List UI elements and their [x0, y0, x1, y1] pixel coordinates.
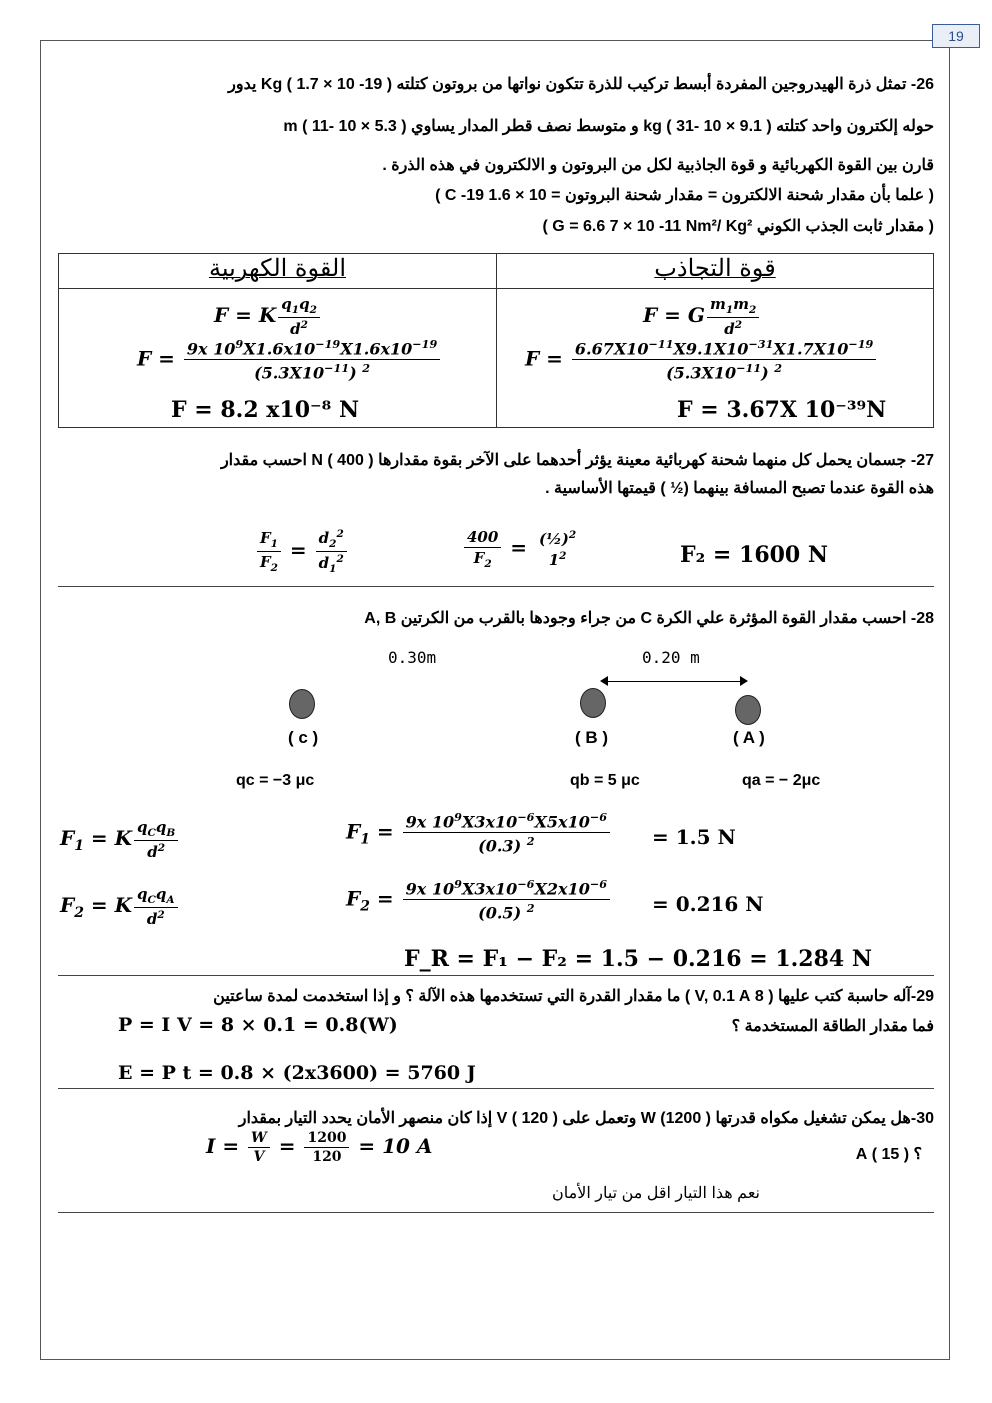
page-number: 19: [932, 24, 980, 48]
distance-ba: 0.20 m: [642, 648, 700, 667]
charge-b: qb = 5 μc: [570, 772, 640, 789]
comparison-table: [58, 253, 934, 428]
gravity-force-header: قوة التجاذب: [497, 254, 934, 289]
f1-result: = 1.5 N: [652, 825, 736, 849]
newton-gravity-formula: F = G $\frac{m_1m_2}{d^2}$: [643, 295, 761, 338]
sphere-a: [735, 695, 761, 725]
q29-line2: فما مقدار الطاقة المستخدمة ؟: [731, 1018, 934, 1035]
label-c: ( c ): [288, 728, 319, 747]
divider: [58, 975, 934, 976]
divider: [58, 1212, 934, 1213]
distance-arrow: [602, 681, 746, 682]
arrow-left-icon: [600, 676, 608, 686]
q27-substitution: $\frac{400}{F_2}$ = (½)$^2$ $1^2$: [462, 528, 581, 570]
q27-ratio-formula: $\frac{F_1}{F_2}$ = $\frac{d_2^2}{d_1^2}$: [255, 528, 349, 575]
f2-result: = 0.216 N: [652, 892, 764, 916]
q26-line1: 26- تمثل ذرة الهيدروجين المفردة أبسط تركيب للذرة تتكون نواتها من بروتون كتلته Kg ( 1.7 × 10 ‎-19 ) يدور: [228, 76, 934, 93]
electric-force-header: القوة الكهربية: [59, 254, 497, 289]
charge-c: qc = −3 μc: [236, 772, 315, 789]
f1-substitution: $F_1$ = $\frac{9x 10^9X3x10^{-6}X5x10^{-6}}{(0.3) ^2}$: [346, 810, 612, 856]
f2-formula: $F_2 = K$ $\frac{q_Cq_A}{d^2}$: [60, 885, 180, 928]
resultant-force: F_R = F₁ − F₂ = 1.5 − 0.216 = 1.284 N: [404, 946, 872, 972]
energy-equation: E = P t = 0.8 × (2x3600) = 5760 J: [118, 1062, 476, 1084]
f2-substitution: $F_2$ = $\frac{9x 10^9X3x10^{-6}X2x10^{-6}}{(0.5) ^2}$: [346, 877, 612, 923]
q30-line1: 30-هل يمكن تشغيل مكواه قدرتها W (1200 ) وتعمل على V ( 120 ) إذا كان منصهر الأمان يحدد التيار بمقدار: [238, 1110, 934, 1127]
q28-line1: 28- احسب مقدار القوة المؤثرة علي الكرة C من جراء وجودها بالقرب من الكرتين A, B: [364, 610, 934, 627]
f1-formula: $F_1 = K$ $\frac{q_Cq_B}{d^2}$: [60, 818, 180, 861]
coulomb-formula: F = K $\frac{q_1q_2}{d^2}$: [214, 295, 322, 338]
label-b: ( B ): [575, 728, 609, 747]
q29-line1: 29-آله حاسبة كتب عليها ( 8 V, 0.1 A ) ما مقدار القدرة التي تستخدمها هذه الآلة ؟ و إذا استخدمت لمدة ساعتين: [213, 988, 934, 1005]
distance-cb: 0.30m: [388, 648, 437, 667]
power-equation: P = I V = 8 × 0.1 = 0.8(W): [118, 1014, 398, 1036]
coulomb-substitution: F = $\frac{9x 10^9X1.6x10^{-19}X1.6x10^{-19}}{(5.3X10^{-11}) ^2}$: [137, 337, 442, 383]
q27-line1: 27- جسمان يحمل كل منهما شحنة كهربائية معينة يؤثر أحدهما على الآخر بقوة مقدارها N ( 400 ) احسب مقدار: [220, 452, 934, 469]
electric-force-cell: [59, 289, 497, 428]
gravity-substitution: F = $\frac{6.67X10^{-11}X9.1X10^{-31}X1.7X10^{-19}}{(5.3X10^{-11}) ^2}$: [525, 337, 878, 383]
sphere-c: [289, 689, 315, 719]
q26-line2: حوله إلكترون واحد كتلته kg ( 31- 10 × 9.1 ) و متوسط نصف قطر المدار يساوي m ( 11- 10 × 5.3 ): [283, 118, 934, 135]
sphere-b: [580, 688, 606, 718]
arrow-right-icon: [740, 676, 748, 686]
q30-answer: نعم هذا التيار اقل من تيار الأمان: [552, 1185, 760, 1202]
divider: [58, 1088, 934, 1089]
gravity-force-cell: [497, 289, 934, 428]
electric-force-result: F = 8.2 x10⁻⁸ N: [171, 397, 360, 423]
q26-line3: قارن بين القوة الكهربائية و قوة الجاذبية لكل من البروتون و الالكترون في هذه الذرة .: [382, 157, 934, 174]
q30-line2: ؟ ( 15 ) A: [855, 1146, 922, 1163]
gravity-force-result: F = 3.67X 10⁻³⁹N: [677, 397, 887, 423]
label-a: ( A ): [733, 728, 765, 747]
q26-line5: ( مقدار ثابت الجذب الكوني G = 6.6 7 × 10 ‎-11 Nm²/ Kg² ): [542, 218, 934, 235]
q27-line2: هذه القوة عندما تصبح المسافة بينهما (½ ) قيمتها الأساسية .: [545, 480, 934, 497]
q26-line4: ( علما بأن مقدار شحنة الالكترون = مقدار شحنة البروتون = C ‎-19 1.6 × 10 ): [435, 187, 934, 204]
charge-a: qa = − 2μc: [742, 772, 821, 789]
q27-result: F₂ = 1600 N: [680, 542, 829, 568]
page-frame: [40, 40, 950, 1360]
current-formula: I = $\frac{W}{V}$ = $\frac{1200}{120}$ = 10 A: [206, 1130, 433, 1165]
divider: [58, 586, 934, 587]
